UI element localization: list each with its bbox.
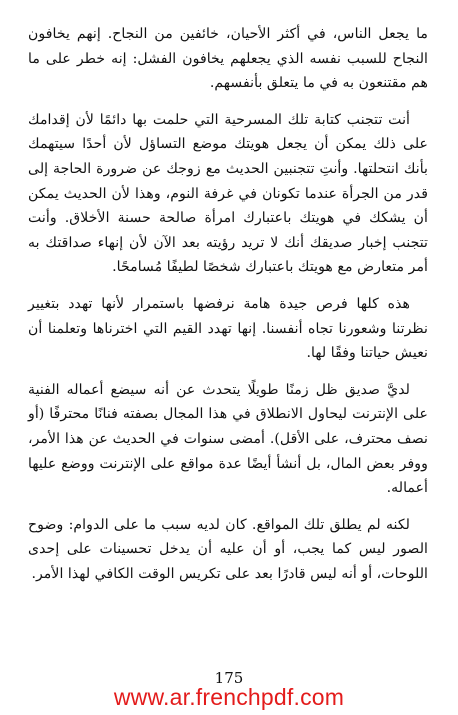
watermark-url[interactable]: www.ar.frenchpdf.com xyxy=(113,684,345,710)
paragraph-4: لديَّ صديق ظل زمنًا طويلًا يتحدث عن أنه سيضع أعماله الفنية على الإنترنت ليحاول الانطلاق في هذا المجال بصفته فنانًا محترفًا (أو نصف محترف، على الأقل). أمضى سنوات في الحديث عن هذا الأمر، ووفر بعض المال، بل أنشأ أيضًا عدة مواقع على الإنترنت ووضع عليها أعماله. xyxy=(28,381,428,497)
paragraph-2: أنت تتجنب كتابة تلك المسرحية التي حلمت بها دائمًا لأن إقدامك على ذلك يمكن أن يجعل هويتك موضع التساؤل لأن أحدًا سيتهمك بأنك انتحلتها. وأنتِ تتجنبين الحديث مع زوجك عن ضرورة الحاجة إلى قدر من الجرأة عندما تكونان في غرفة النوم، وهذا لأن الحديث يمكن أن يشكك في هويتك باعتبارك امرأة صالحة حسنة الأخلاق. وأنت تتجنب إخبار صديقك أنك لا تريد رؤيته بعد الآن لأن إنهاء صداقتك به أمر متعارض مع هويتك باعتبارك شخصًا لطيفًا مُسامحًا. xyxy=(28,111,428,276)
page-number: 175 xyxy=(214,669,244,687)
paragraph-1: ما يجعل الناس، في أكثر الأحيان، خائفين من النجاح. إنهم يخافون النجاح للسبب نفسه الذي يجعلهم يخافون الفشل: إنه خطر على ما هم مقتنعون به في ما يتعلق بأنفسهم. xyxy=(28,26,428,92)
paragraph-3: هذه كلها فرص جيدة هامة نرفضها باستمرار لأنها تهدد بتغيير نظرتنا وشعورنا تجاه أنفسنا. إنها تهدد القيم التي اخترناها وتعلمنا أن نعيش حياتنا وفقًا لها. xyxy=(28,295,428,362)
body-text xyxy=(28,22,428,598)
paragraph-5: لكنه لم يطلق تلك المواقع. كان لديه سبب ما على الدوام: وضوح الصور ليس كما يجب، أو أن عليه أن يدخل تحسينات على إحدى اللوحات، أو أنه ليس قادرًا بعد على تكريس الوقت الكافي لهذا الأمر. xyxy=(28,516,428,582)
